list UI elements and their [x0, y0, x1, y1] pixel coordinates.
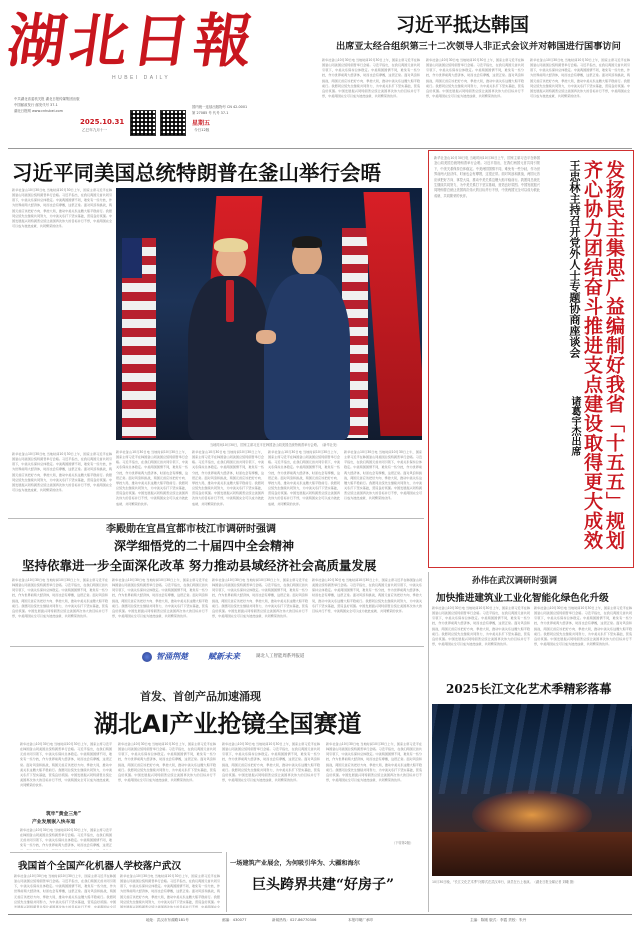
masthead-pinyin: HUBEI DAILY — [112, 75, 171, 81]
lead-text-bottom-3: 新华社釜山10月30日电 当地时间10月30日上午，国家主席习近平在韩国釜山同美国总统特朗普举行会晤。习近平指出，在我们两国元首共同引领下，中美关系保持总体稳定。中美两国国情不同，难免有一些分歧，作为世界前两大经济体，时而也会有摩擦，这很正常。面对风浪和挑战，两国元首应该把好方向、掌控大局，推动中美关系这艘大船平稳前行。我愿同总统先生继续共同努力，为中美关系打下坚实基础，营造良好氛围。中国发展振兴同特朗普总统让美国再次伟大的目标并行不悖，中美两国完全可以成为彼此成就、共同繁荣的伙伴。 — [268, 450, 340, 506]
culture-caption: 10月30日晚，“长江文化艺术季”闭幕式在武汉举行，演员在台上表演。（湖北日报全媒记者 刘曦 摄） — [432, 880, 577, 884]
divider-robot — [10, 852, 222, 853]
china-flag-right — [363, 192, 422, 436]
person-right-hair — [292, 236, 322, 248]
ai-kicker: 首发、首创产品加速涌现 — [140, 690, 261, 703]
house-kicker: 一场建筑产业展会，为何吸引华为、大疆和海尔 — [230, 860, 360, 867]
info-line-3: 湖北日报网 www.cnhubei.com — [14, 109, 63, 113]
sun-text-2: 新华社釜山10月30日电 当地时间10月30日上午，国家主席习近平在韩国釜山同美国总统特朗普举行会晤。习近平指出，在我们两国元首共同引领下，中美关系保持总体稳定。中美两国国情不同，难免有一些分歧，作为世界前两大经济体，时而也会有摩擦，这很正常。面对风浪和挑战，两国元首应该把好方向、掌控大局，推动中美关系这艘大船平稳前行。我愿同总统先生继续共同努力，为中美关系打下坚实基础，营造良好氛围。中国发展振兴同特朗普总统让美国再次伟大的目标并行不悖，中美两国完全可以成为彼此成就、共同繁荣的伙伴。 — [534, 606, 632, 647]
masthead — [3, 7, 278, 98]
us-flag-canton-left — [122, 238, 142, 278]
stage-lights — [432, 704, 632, 794]
handshake — [256, 330, 276, 344]
divider-top — [8, 148, 632, 149]
masthead-info — [14, 96, 314, 146]
li-headline-2[interactable]: 坚持依靠进一步全面深化改革 努力推动县域经济社会高质量发展 — [22, 558, 377, 573]
lead-headline[interactable]: 习近平同美国总统特朗普在釜山举行会晤 — [12, 161, 381, 185]
right-headline-line-1: 发扬民主集思广益编制好我省「十五五」规划 — [603, 160, 625, 550]
top-story-subtitle: 出席亚太经合组织第三十二次领导人非正式会议并对韩国进行国事访问 — [336, 41, 621, 52]
sun-headline[interactable]: 加快推进建筑业工业化智能化绿色化升级 — [436, 593, 609, 604]
culture-photo[interactable] — [432, 704, 632, 876]
info-line-1: 中共湖北省委机关报 湖北日报传媒集团出版 — [14, 97, 80, 101]
stage-floor — [432, 832, 632, 876]
li-text-2: 新华社釜山10月30日电 当地时间10月30日上午，国家主席习近平在韩国釜山同美国总统特朗普举行会晤。习近平指出，在我们两国元首共同引领下，中美关系保持总体稳定。中美两国国情不同，难免有一些分歧，作为世界前两大经济体，时而也会有摩擦，这很正常。面对风浪和挑战，两国元首应该把好方向、掌控大局，推动中美关系这艘大船平稳前行。我愿同总统先生继续共同努力，为中美关系打下坚实基础，营造良好氛围。中国发展振兴同特朗普总统让美国再次伟大的目标并行不悖，中美两国完全可以成为彼此成就、共同繁荣的伙伴。 — [112, 578, 208, 619]
li-text-3: 新华社釜山10月30日电 当地时间10月30日上午，国家主席习近平在韩国釜山同美国总统特朗普举行会晤。习近平指出，在我们两国元首共同引领下，中美关系保持总体稳定。中美两国国情不同，难免有一些分歧，作为世界前两大经济体，时而也会有摩擦，这很正常。面对风浪和挑战，两国元首应该把好方向、掌控大局，推动中美关系这艘大船平稳前行。我愿同总统先生继续共同努力，为中美关系打下坚实基础，营造良好氛围。中国发展振兴同特朗普总统让美国再次伟大的目标并行不悖，中美两国完全可以成为彼此成就、共同繁荣的伙伴。 — [212, 578, 308, 619]
qr-code-1[interactable] — [130, 110, 156, 136]
person-right-body — [264, 274, 350, 440]
banner-label-1: 智涌荆楚 — [156, 651, 188, 661]
footer-postcode: 邮编：430077 — [222, 918, 247, 922]
ai-inset-1: 筑牢“黄金三角” — [46, 812, 82, 817]
lead-text-bottom-1: 新华社釜山10月30日电 当地时间10月30日上午，国家主席习近平在韩国釜山同美国总统特朗普举行会晤。习近平指出，在我们两国元首共同引领下，中美关系保持总体稳定。中美两国国情不同，难免有一些分歧，作为世界前两大经济体，时而也会有摩擦，这很正常。面对风浪和挑战，两国元首应该把好方向、掌控大局，推动中美关系这艘大船平稳前行。我愿同总统先生继续共同努力，为中美关系打下坚实基础，营造良好氛围。中国发展振兴同特朗普总统让美国再次伟大的目标并行不悖，中美两国完全可以成为彼此成就、共同繁荣的伙伴。 — [116, 450, 188, 506]
top-story-col-3: 新华社釜山10月30日电 当地时间10月30日上午，国家主席习近平在韩国釜山同美国总统特朗普举行会晤。习近平指出，在我们两国元首共同引领下，中美关系保持总体稳定。中美两国国情不同，难免有一些分歧，作为世界前两大经济体，时而也会有摩擦，这很正常。面对风浪和挑战，两国元首应该把好方向、掌控大局，推动中美关系这艘大船平稳前行。我愿同总统先生继续共同努力，为中美关系打下坚实基础，营造良好氛围。中国发展振兴同特朗普总统让美国再次伟大的目标并行不悖，中美两国完全可以成为彼此成就、共同繁荣的伙伴。 — [530, 58, 630, 99]
qr-code-2[interactable] — [160, 110, 186, 136]
cn-number: 国内统一连续出版物号 CN 42-0001 — [192, 105, 248, 109]
li-text-4: 新华社釜山10月30日电 当地时间10月30日上午，国家主席习近平在韩国釜山同美国总统特朗普举行会晤。习近平指出，在我们两国元首共同引领下，中美关系保持总体稳定。中美两国国情不同，难免有一些分歧，作为世界前两大经济体，时而也会有摩擦，这很正常。面对风浪和挑战，两国元首应该把好方向、掌控大局，推动中美关系这艘大船平稳前行。我愿同总统先生继续共同努力，为中美关系打下坚实基础，营造良好氛围。中国发展振兴同特朗普总统让美国再次伟大的目标并行不悖，中美两国完全可以成为彼此成就、共同繁荣的伙伴。 — [312, 578, 422, 613]
footer-address: 地址：武汉市东湖路181号 — [146, 918, 189, 922]
footer-phone: 新闻热线：027-86770306 — [272, 918, 317, 922]
li-text-1: 新华社釜山10月30日电 当地时间10月30日上午，国家主席习近平在韩国釜山同美国总统特朗普举行会晤。习近平指出，在我们两国元首共同引领下，中美关系保持总体稳定。中美两国国情不同，难免有一些分歧，作为世界前两大经济体，时而也会有摩擦，这很正常。面对风浪和挑战，两国元首应该把好方向、掌控大局，推动中美关系这艘大船平稳前行。我愿同总统先生继续共同努力，为中美关系打下坚实基础，营造良好氛围。中国发展振兴同特朗普总统让美国再次伟大的目标并行不悖，中美两国完全可以成为彼此成就、共同繁荣的伙伴。 — [12, 578, 108, 619]
culture-headline[interactable]: 2025长江文化艺术季精彩落幕 — [446, 682, 612, 696]
ai-text-1b: 新华社釜山10月30日电 当地时间10月30日上午，国家主席习近平在韩国釜山同美国总统特朗普举行会晤。习近平指出，在我们两国元首共同引领下，中美关系保持总体稳定。中美两国国情不同，难免有一些分歧，作为世界前两大经济体，时而也会有摩擦，这很正 — [20, 828, 112, 848]
ai-banner — [10, 646, 424, 666]
robot-text-2: 新华社釜山10月30日电 当地时间10月30日上午，国家主席习近平在韩国釜山同美国总统特朗普举行会晤。习近平指出，在我们两国元首共同引领下，中美关系保持总体稳定。中美两国国情不同，难免有一些分歧，作为世界前两大经济体，时而也会有摩擦，这很正常。面对风浪和挑战，两国元首应该把好方向、掌控大局，推动中美关系这艘大船平稳前行。我愿同总统先生继续共同努力，为中美关系打下坚实基础，营造良好氛围。中国发展振兴同特朗普总统让美国再次伟大的目标并行不悖，中美两国完全 — [120, 874, 220, 908]
issue-date: 2025.10.31 — [80, 118, 125, 126]
right-subhead: 王忠林主持召开党外人士专题协商座谈会 — [568, 160, 581, 358]
masthead-char-1: 湖 — [3, 7, 71, 75]
footer-printer: 本报印刷厂承印 — [348, 918, 374, 922]
top-story-col-1: 新华社釜山10月30日电 当地时间10月30日上午，国家主席习近平在韩国釜山同美国总统特朗普举行会晤。习近平指出，在我们两国元首共同引领下，中美关系保持总体稳定。中美两国国情不同，难免有一些分歧，作为世界前两大经济体，时而也会有摩擦，这很正常。面对风浪和挑战，两国元首应该把好方向、掌控大局，推动中美关系这艘大船平稳前行。我愿同总统先生继续共同努力，为中美关系打下坚实基础，营造良好氛围。中国发展振兴同特朗普总统让美国再次伟大的目标并行不悖，中美两国完全可以成为彼此成就、共同繁荣的伙伴。 — [322, 58, 420, 99]
divider-mid — [8, 518, 424, 519]
right-story-text: 新华社釜山10月30日电 当地时间10月30日上午，国家主席习近平在韩国釜山同美国总统特朗普举行会晤。习近平指出，在我们两国元首共同引领下，中美关系保持总体稳定。中美两国国情不同，难免有一些分歧，作为世界前两大经济体，时而也会有摩擦，这很正常。面对风浪和挑战，两国元首应该把好方向、掌控大局，推动中美关系这艘大船平稳前行。我愿同总统先生继续共同努力，为中美关系打下坚实基础，营造良好氛围。中国发展振兴同特朗普总统让美国再次伟大的目标并行不悖，中美两国完全可以成为彼此成就、共同繁荣的伙伴。 — [434, 156, 540, 198]
robot-text-1: 新华社釜山10月30日电 当地时间10月30日上午，国家主席习近平在韩国釜山同美国总统特朗普举行会晤。习近平指出，在我们两国元首共同引领下，中美关系保持总体稳定。中美两国国情不同，难免有一些分歧，作为世界前两大经济体，时而也会有摩擦，这很正常。面对风浪和挑战，两国元首应该把好方向、掌控大局，推动中美关系这艘大船平稳前行。我愿同总统先生继续共同努力，为中美关系打下坚实基础，营造良好氛围。中国发展振兴同特朗普总统让美国再次伟大的目标并行不悖，中美两国完全可 — [14, 874, 116, 908]
lead-text-bottom-left: 新华社釜山10月30日电 当地时间10月30日上午，国家主席习近平在韩国釜山同美国总统特朗普举行会晤。习近平指出，在我们两国元首共同引领下，中美关系保持总体稳定。中美两国国情不同，难免有一些分歧，作为世界前两大经济体，时而也会有摩擦，这很正常。面对风浪和挑战，两国元首应该把好方向、掌控大局，推动中美关系这艘大船平稳前行。我愿同总统先生继续共同努力，为中美关系打下坚实基础，营造良好氛围。中国发展振兴同特朗普总统让美国再次伟大的目标并行不悖，中美两国完全可以成为彼此成就、共同繁荣的伙伴。 — [12, 452, 112, 493]
photo-caption: 当地时间10月30日，国家主席习近平在韩国釜山同美国总统特朗普举行会晤。（新华社发） — [210, 443, 340, 447]
banner-label-2: 赋新未来 — [208, 651, 240, 661]
masthead-char-2: 北 — [65, 7, 133, 75]
masthead-char-4: 報 — [189, 7, 257, 75]
ai-text-4: 新华社釜山10月30日电 当地时间10月30日上午，国家主席习近平在韩国釜山同美国总统特朗普举行会晤。习近平指出，在我们两国元首共同引领下，中美关系保持总体稳定。中美两国国情不同，难免有一些分歧，作为世界前两大经济体，时而也会有摩擦，这很正常。面对风浪和挑战，两国元首应该把好方向、掌控大局，推动中美关系这艘大船平稳前行。我愿同总统先生继续共同努力，为中美关系打下坚实基础，营造良好氛围。中国发展振兴同特朗普总统让美国再次伟大的目标并行不悖，中美两国完全可以成为彼此成就、共同繁荣的伙伴。 — [326, 742, 422, 783]
ai-text-3: 新华社釜山10月30日电 当地时间10月30日上午，国家主席习近平在韩国釜山同美国总统特朗普举行会晤。习近平指出，在我们两国元首共同引领下，中美关系保持总体稳定。中美两国国情不同，难免有一些分歧，作为世界前两大经济体，时而也会有摩擦，这很正常。面对风浪和挑战，两国元首应该把好方向、掌控大局，推动中美关系这艘大船平稳前行。我愿同总统先生继续共同努力，为中美关系打下坚实基础，营造良好氛围。中国发展振兴同特朗普总统让美国再次伟大的目标并行不悖，中美两国完全可以成为彼此成就、共同繁荣的伙伴。 — [222, 742, 320, 783]
sun-text-1: 新华社釜山10月30日电 当地时间10月30日上午，国家主席习近平在韩国釜山同美国总统特朗普举行会晤。习近平指出，在我们两国元首共同引领下，中美关系保持总体稳定。中美两国国情不同，难免有一些分歧，作为世界前两大经济体，时而也会有摩擦，这很正常。面对风浪和挑战，两国元首应该把好方向、掌控大局，推动中美关系这艘大船平稳前行。我愿同总统先生继续共同努力，为中美关系打下坚实基础，营造良好氛围。中国发展振兴同特朗普总统让美国再次伟大的目标并行不悖，中美两国完全可以成为彼此成就、共同繁荣的伙伴。 — [432, 606, 530, 647]
divider-house — [226, 852, 227, 912]
li-kicker: 李殿勋在宜昌宜都市枝江市调研时强调 — [106, 524, 276, 535]
ai-inset-2: 产业发展嵌入快车道 — [32, 820, 76, 825]
robot-headline[interactable]: 我国首个全国产化机器人学校落户武汉 — [18, 861, 182, 872]
divider-culture — [428, 572, 429, 912]
masthead-char-3: 日 — [127, 7, 195, 75]
banner-label-3: 湖北人工智能周系列报道 — [256, 654, 305, 659]
lead-text-left: 新华社釜山10月30日电 当地时间10月30日上午，国家主席习近平在韩国釜山同美国总统特朗普举行会晤。习近平指出，在我们两国元首共同引领下，中美关系保持总体稳定。中美两国国情不同，难免有一些分歧，作为世界前两大经济体，时而也会有摩擦，这很正常。面对风浪和挑战，两国元首应该把好方向、掌控大局，推动中美关系这艘大船平稳前行。我愿同总统先生继续共同努力，为中美关系打下坚实基础，营造良好氛围。中国发展振兴同特朗普总统让美国再次伟大的目标并行不悖，中美两国完全可以成为彼此成就、共同繁荣的伙伴。 — [12, 188, 112, 229]
footer-editor: 主编：陈刚 版式：李霞 责校：朱丹 — [470, 918, 527, 922]
top-story-headline[interactable]: 习近平抵达韩国 — [396, 14, 530, 36]
lead-photo[interactable] — [116, 188, 422, 440]
top-story-col-2: 新华社釜山10月30日电 当地时间10月30日上午，国家主席习近平在韩国釜山同美国总统特朗普举行会晤。习近平指出，在我们两国元首共同引领下，中美关系保持总体稳定。中美两国国情不同，难免有一些分歧，作为世界前两大经济体，时而也会有摩擦，这很正常。面对风浪和挑战，两国元首应该把好方向、掌控大局，推动中美关系这艘大船平稳前行。我愿同总统先生继续共同努力，为中美关系打下坚实基础，营造良好氛围。中国发展振兴同特朗普总统让美国再次伟大的目标并行不悖，中美两国完全可以成为彼此成就、共同繁荣的伙伴。 — [426, 58, 524, 99]
ai-text-1: 新华社釜山10月30日电 当地时间10月30日上午，国家主席习近平在韩国釜山同美国总统特朗普举行会晤。习近平指出，在我们两国元首共同引领下，中美关系保持总体稳定。中美两国国情不同，难免有一些分歧，作为世界前两大经济体，时而也会有摩擦，这很正常。面对风浪和挑战，两国元首应该把好方向、掌控大局，推动中美关系这艘大船平稳前行。我愿同总统先生继续共同努力，为中美关系打下坚实基础，营造良好氛围。中国发展振兴同特朗普总统让美国再次伟大的目标并行不悖，中美两国完全可以成为彼此成就、共同繁荣的伙伴。 — [20, 742, 112, 788]
ai-text-2: 新华社釜山10月30日电 当地时间10月30日上午，国家主席习近平在韩国釜山同美国总统特朗普举行会晤。习近平指出，在我们两国元首共同引领下，中美关系保持总体稳定。中美两国国情不同，难免有一些分歧，作为世界前两大经济体，时而也会有摩擦，这很正常。面对风浪和挑战，两国元首应该把好方向、掌控大局，推动中美关系这艘大船平稳前行。我愿同总统先生继续共同努力，为中美关系打下坚实基础，营造良好氛围。中国发展振兴同特朗普总统让美国再次伟大的目标并行不悖，中美两国完全可以成为彼此成就、共同繁荣的伙伴。 — [118, 742, 216, 783]
person-left-tie — [226, 280, 234, 322]
right-headline-line-2: 齐心协力团结奋斗推进支点建设取得更大成效 — [581, 160, 603, 550]
house-headline[interactable]: 巨头跨界共建“好房子” — [252, 877, 395, 893]
right-story-headline[interactable] — [548, 160, 628, 560]
li-headline-1[interactable]: 深学细悟党的二十届四中全会精神 — [114, 539, 295, 553]
banner-logo-icon — [142, 652, 152, 662]
page-count: 今日12版 — [194, 128, 210, 132]
sun-kicker: 孙伟在武汉调研时强调 — [472, 576, 558, 586]
lead-text-bottom-4: 新华社釜山10月30日电 当地时间10月30日上午，国家主席习近平在韩国釜山同美国总统特朗普举行会晤。习近平指出，在我们两国元首共同引领下，中美关系保持总体稳定。中美两国国情不同，难免有一些分歧，作为世界前两大经济体，时而也会有摩擦，这很正常。面对风浪和挑战，两国元首应该把好方向、掌控大局，推动中美关系这艘大船平稳前行。我愿同总统先生继续共同努力，为中美关系打下坚实基础，营造良好氛围。中国发展振兴同特朗普总统让美国再次伟大的目标并行不悖，中美两国完全可以成为彼此成就、共同繁荣的伙伴。 — [344, 450, 422, 501]
ai-continued: （下转第2版） — [392, 841, 414, 845]
lunar-date: 乙巳年九月十一 — [82, 128, 108, 132]
weekday: 星期五 — [192, 120, 211, 127]
person-left-hair — [214, 238, 248, 252]
info-line-2: 中国邮政发行 邮发代号 37-1 — [14, 103, 58, 107]
issue-number: 第 27085 号 代号 37-1 — [192, 111, 229, 115]
ai-headline[interactable]: 湖北AI产业抢镜全国赛道 — [94, 710, 362, 738]
footer-rule — [8, 914, 632, 915]
lead-text-bottom-2: 新华社釜山10月30日电 当地时间10月30日上午，国家主席习近平在韩国釜山同美国总统特朗普举行会晤。习近平指出，在我们两国元首共同引领下，中美关系保持总体稳定。中美两国国情不同，难免有一些分歧，作为世界前两大经济体，时而也会有摩擦，这很正常。面对风浪和挑战，两国元首应该把好方向、掌控大局，推动中美关系这艘大船平稳前行。我愿同总统先生继续共同努力，为中美关系打下坚实基础，营造良好氛围。中国发展振兴同特朗普总统让美国再次伟大的目标并行不悖，中美两国完全可以成为彼此成就、共同繁荣的伙伴。 — [192, 450, 264, 506]
right-subhead-2: 诸葛宇杰出席 — [569, 396, 580, 456]
